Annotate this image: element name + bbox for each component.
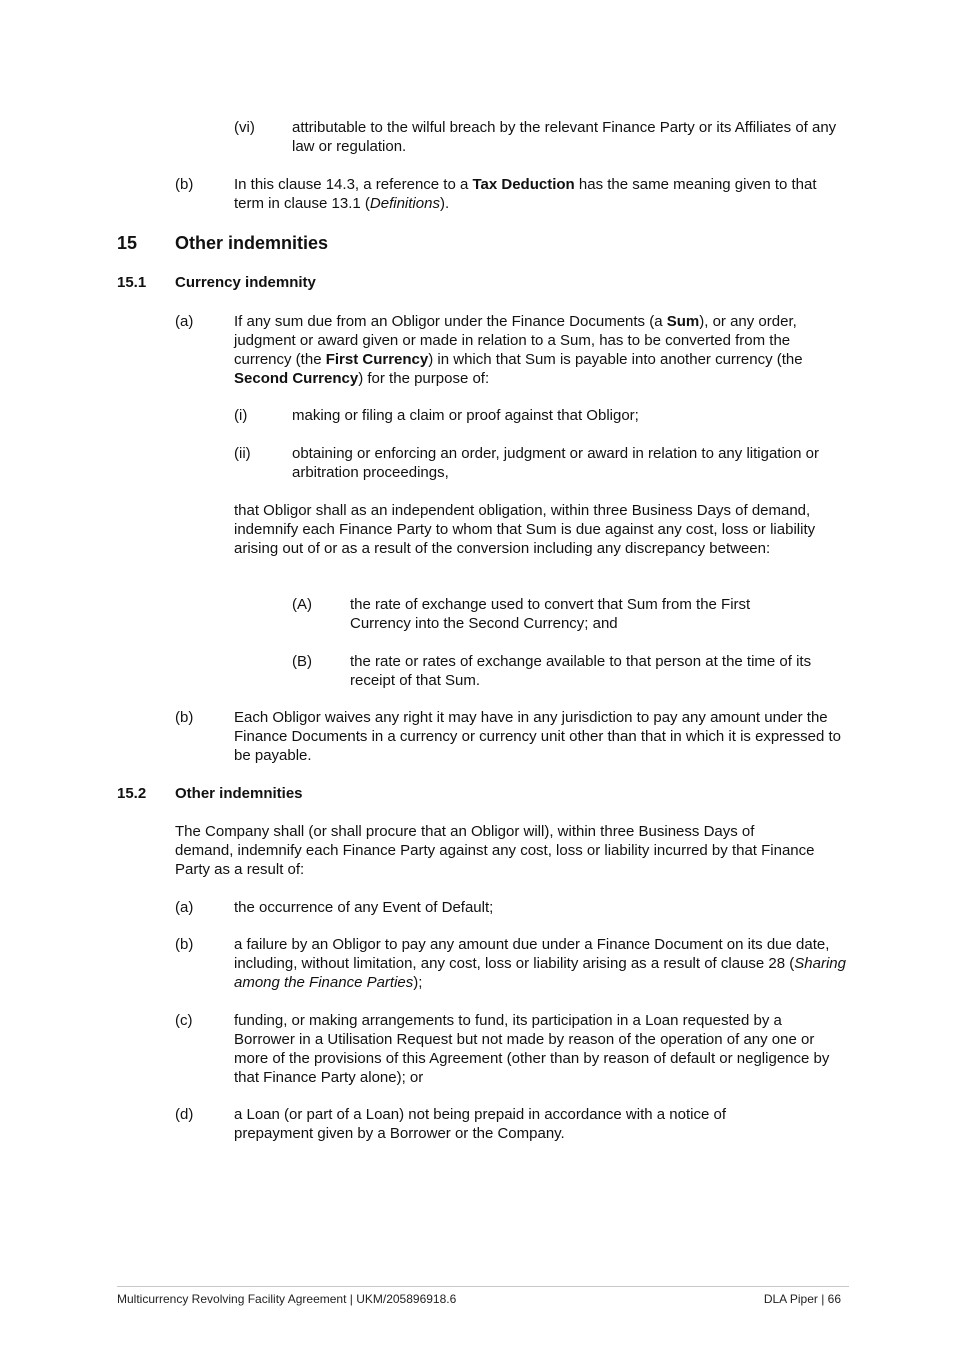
item-text: Each Obligor waives any right it may have in any jurisdiction to pay any amount under the Finance Documents in a currency or currency unit other than that in which it is expressed to be payable.: [234, 709, 841, 764]
item-label: (i): [234, 407, 248, 424]
item-label: (b): [175, 936, 194, 953]
clause-number: 15.1: [117, 274, 147, 291]
item-text: If any sum due from an Obligor under the Finance Documents (a Sum), or any order, judgment or award given or made in relation to a Sum, has to be converted from the currency (the First Currency) in which that Sum is payable into another currency (the Second Currency) for the purpose of:: [234, 313, 803, 387]
footer-divider: [117, 1286, 849, 1287]
item-text: a Loan (or part of a Loan) not being prepaid in accordance with a notice of prepayment given by a Borrower or the Company.: [234, 1106, 726, 1142]
clause-title: Currency indemnity: [175, 274, 316, 291]
item-label: (a): [175, 899, 194, 916]
clause-title: Other indemnities: [175, 785, 303, 802]
section-number: 15: [117, 233, 138, 253]
defined-term: Second Currency: [234, 370, 359, 387]
clause-reference: Sharing among the Finance Parties: [234, 955, 846, 991]
section-title: Other indemnities: [175, 233, 329, 253]
item-label: (b): [175, 176, 194, 193]
item-text: a failure by an Obligor to pay any amount due under a Finance Document on its due date, including, without limitation, any cost, loss or liability arising as a result of clause 28 (Sharing among the Finance Parties);: [234, 936, 846, 991]
item-label: (b): [175, 709, 194, 726]
footer-page-number: DLA Piper | 66: [763, 1292, 841, 1306]
item-text: the rate of exchange used to convert that Sum from the First Currency into the Second Currency; and: [350, 596, 751, 632]
defined-term: Tax Deduction: [472, 176, 575, 193]
item-text: attributable to the wilful breach by the relevant Finance Party or its Affiliates of any law or regulation.: [292, 119, 837, 155]
item-label: (A): [292, 596, 312, 613]
item-label: (ii): [234, 445, 251, 462]
item-label: (vi): [234, 119, 255, 136]
item-text: obtaining or enforcing an order, judgment or award in relation to any litigation or arbitration proceedings,: [292, 445, 819, 481]
item-text: the occurrence of any Event of Default;: [234, 899, 494, 916]
defined-term: Sum: [666, 313, 700, 330]
item-label: (a): [175, 313, 194, 330]
item-label: (d): [175, 1106, 194, 1123]
item-text: making or filing a claim or proof against that Obligor;: [292, 407, 639, 424]
item-label: (c): [175, 1012, 193, 1029]
clause-reference: Definitions: [369, 195, 440, 212]
clause-15-2-intro: The Company shall (or shall procure that an Obligor will), within three Business Days of demand, indemnify each Finance Party against any cost, loss or liability incurred by that Finance Party as a result of:: [175, 823, 815, 878]
footer-document-reference: Multicurrency Revolving Facility Agreement | UKM/205896918.6: [117, 1292, 457, 1306]
clause-15-1-a-continuation: that Obligor shall as an independent obligation, within three Business Days of demand, indemnify each Finance Party to whom that Sum is due against any cost, loss or liability arising out of or as a result of the conversion including any discrepancy between:: [234, 502, 816, 557]
item-text: In this clause 14.3, a reference to a Tax Deduction has the same meaning given to that term in clause 13.1 (Definitions).: [234, 176, 817, 212]
clause-number: 15.2: [117, 785, 147, 802]
defined-term: First Currency: [325, 351, 429, 368]
item-text: funding, or making arrangements to fund, its participation in a Loan requested by a Borrower in a Utilisation Request but not made by reason of the operation of any one or more of the provisions of this Agreement (other than by reason of default or negligence by that Finance Party alone); or: [234, 1012, 830, 1086]
item-label: (B): [292, 653, 312, 670]
item-text: the rate or rates of exchange available to that person at the time of its receipt of that Sum.: [350, 653, 812, 689]
